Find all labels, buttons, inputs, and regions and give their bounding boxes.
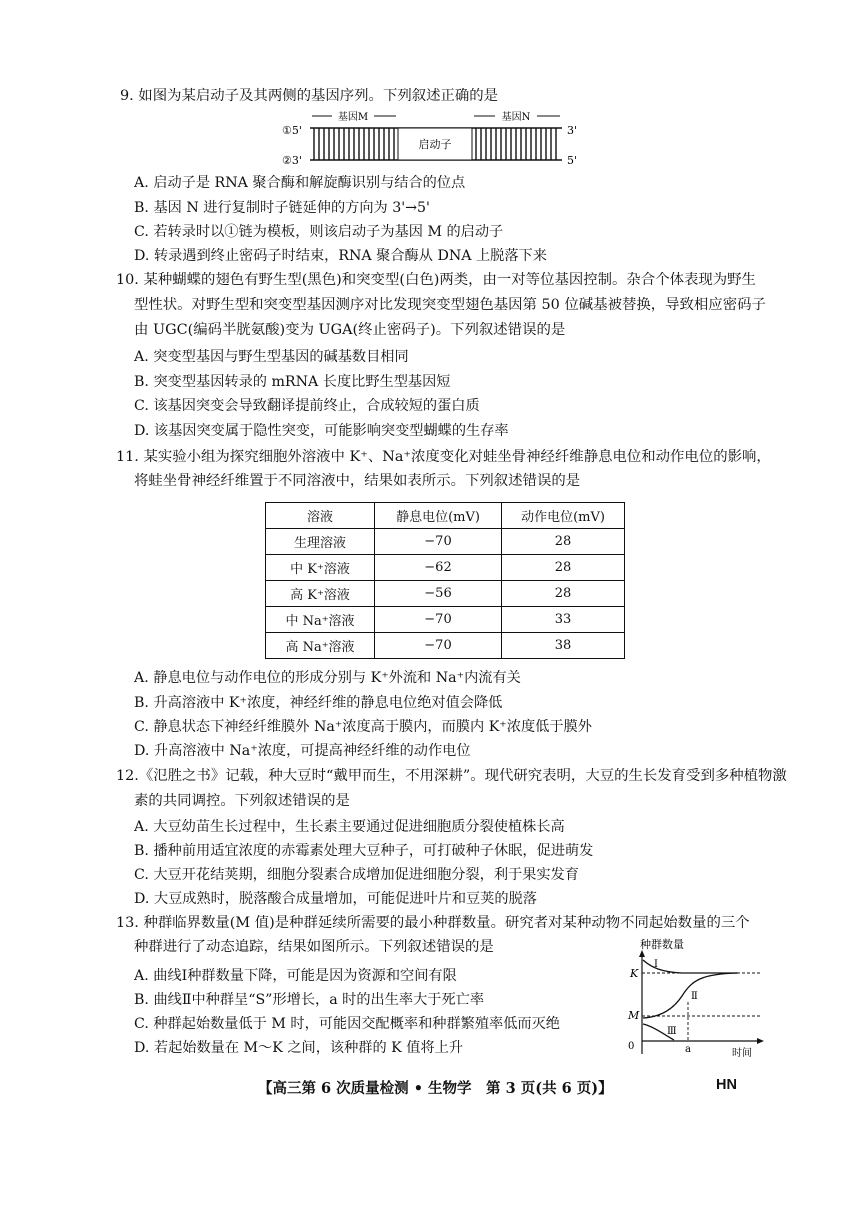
q11-stem-line-1: 11. 某实验小组为探究细胞外溶液中 K⁺、Na⁺浓度变化对蛙坐骨神经纤维静息电位和动作电位的影响， [116,449,771,465]
table-cell: 38 [502,633,625,659]
gene-n-rungs [476,128,556,160]
q10-stem-line-2: 型性状。对野生型和突变型基因测序对比发现突变型翅色基因第 50 位碱基被替换，导致相应密码子 [134,297,766,313]
graph-xlabel: 时间 [732,1048,752,1059]
q9-stem: 9. 如图为某启动子及其两侧的基因序列。下列叙述正确的是 [120,88,499,104]
graph-origin: 0 [628,1041,635,1052]
strand2-end: 5' [567,154,578,167]
q13-stem-line-1: 13. 种群临界数量(M 值)是种群延续所需要的最小种群数量。研究者对某种动物不同起始数量的三个 [116,915,750,931]
region-code: HN [716,1077,737,1093]
curve-ii-label: Ⅱ [691,991,698,1002]
q12-option-c: C. 大豆开花结荚期，细胞分裂素合成增加促进细胞分裂，利于果实发育 [134,867,579,883]
q10-option-b: B. 突变型基因转录的 mRNA 长度比野生型基因短 [134,374,451,390]
curve-iii-label: Ⅲ [667,1026,677,1037]
q13-stem-line-2: 种群进行了动态追踪，结果如图所示。下列叙述错误的是 [134,939,494,955]
q10-option-a: A. 突变型基因与野生型基因的碱基数目相同 [134,349,409,365]
potential-table [265,502,625,659]
table-cell: 生理溶液 [266,529,375,555]
q9-option-b: B. 基因 N 进行复制时子链延伸的方向为 3'→5' [134,200,430,216]
q12-option-d: D. 大豆成熟时，脱落酸合成量增加，可能促进叶片和豆荚的脱落 [134,891,537,907]
strand2-label: ②3' [282,154,302,167]
q13-option-a: A. 曲线Ⅰ种群数量下降，可能是因为资源和空间有限 [134,968,457,984]
table-cell: −56 [375,581,502,607]
graph-a-label: a [685,1044,691,1055]
q11-option-a: A. 静息电位与动作电位的形成分别与 K⁺外流和 Na⁺内流有关 [134,670,521,686]
q9-option-c: C. 若转录时以①链为模板，则该启动子为基因 M 的启动子 [134,224,504,240]
q12-option-b: B. 播种前用适宜浓度的赤霉素处理大豆种子，可打破种子休眠，促进萌发 [134,843,594,859]
table-header: 溶液 [266,503,375,529]
gene-m-label: 基因M [337,112,369,123]
table-row [266,633,625,659]
q10-stem-line-1: 10. 某种蝴蝶的翅色有野生型(黑色)和突变型(白色)两类，由一对等位基因控制。杂合个体表现为野生 [116,272,756,288]
q11-stem-line-2: 将蛙坐骨神经纤维置于不同溶液中，结果如表所示。下列叙述错误的是 [134,473,581,489]
gene-m-rungs [314,128,394,160]
strand1-label: ①5' [282,124,302,137]
q12-stem-line-1: 12.《氾胜之书》记载，种大豆时“戴甲而生，不用深耕”。现代研究表明，大豆的生长发育受到多种植物激 [116,768,787,784]
promoter-label: 启动子 [418,138,452,151]
q10-option-d: D. 该基因突变属于隐性突变，可能影响突变型蝴蝶的生存率 [134,423,509,439]
table-cell: 高 Na⁺溶液 [266,633,375,659]
table-cell: 中 K⁺溶液 [266,555,375,581]
table-cell: 28 [502,555,625,581]
table-row [266,529,625,555]
q10-stem-line-3: 由 UGC(编码半胱氨酸)变为 UGA(终止密码子)。下列叙述错误的是 [134,322,566,338]
q9-option-d: D. 转录遇到终止密码子时结束，RNA 聚合酶从 DNA 上脱落下来 [134,248,547,264]
q13-option-d: D. 若起始数量在 M～K 之间，该种群的 K 值将上升 [134,1040,464,1056]
q9-option-a: A. 启动子是 RNA 聚合酶和解旋酶识别与结合的位点 [134,175,466,191]
gene-n-label: 基因N [501,112,531,123]
q11-option-d: D. 升高溶液中 Na⁺浓度，可提高神经纤维的动作电位 [134,743,471,759]
page-footer: 【高三第 6 次质量检测 • 生物学 第 3 页(共 6 页)】 [258,1080,613,1097]
curve-i-label: Ⅰ [654,959,658,970]
population-graph [622,936,770,1060]
table-cell: 中 Na⁺溶液 [266,607,375,633]
table-cell: −70 [375,633,502,659]
table-cell: 28 [502,529,625,555]
q13-option-b: B. 曲线Ⅱ中种群呈“S”形增长，a 时的出生率大于死亡率 [134,992,485,1008]
table-cell: −70 [375,607,502,633]
table-header: 动作电位(mV) [502,503,625,529]
table-row [266,607,625,633]
q11-option-c: C. 静息状态下神经纤维膜外 Na⁺浓度高于膜内，而膜内 K⁺浓度低于膜外 [134,719,592,735]
table-row [266,555,625,581]
table-cell: 高 K⁺溶液 [266,581,375,607]
q12-stem-line-2: 素的共同调控。下列叙述错误的是 [134,793,350,809]
table-cell: 33 [502,607,625,633]
q10-option-c: C. 该基因突变会导致翻译提前终止，合成较短的蛋白质 [134,398,480,414]
q13-option-c: C. 种群起始数量低于 M 时，可能因交配概率和种群繁殖率低而灭绝 [134,1016,560,1032]
graph-k-label: K [630,967,639,980]
table-row [266,581,625,607]
table-cell: 28 [502,581,625,607]
table-cell: −62 [375,555,502,581]
graph-ylabel: 种群数量 [640,938,684,951]
promoter-gene-diagram [280,106,590,170]
table-cell: −70 [375,529,502,555]
table-header-row [266,503,625,529]
q11-option-b: B. 升高溶液中 K⁺浓度，神经纤维的静息电位绝对值会降低 [134,695,503,711]
strand1-end: 3' [567,124,578,137]
q12-option-a: A. 大豆幼苗生长过程中，生长素主要通过促进细胞质分裂使植株长高 [134,819,565,835]
graph-m-label: M [628,1009,640,1022]
table-header: 静息电位(mV) [375,503,502,529]
